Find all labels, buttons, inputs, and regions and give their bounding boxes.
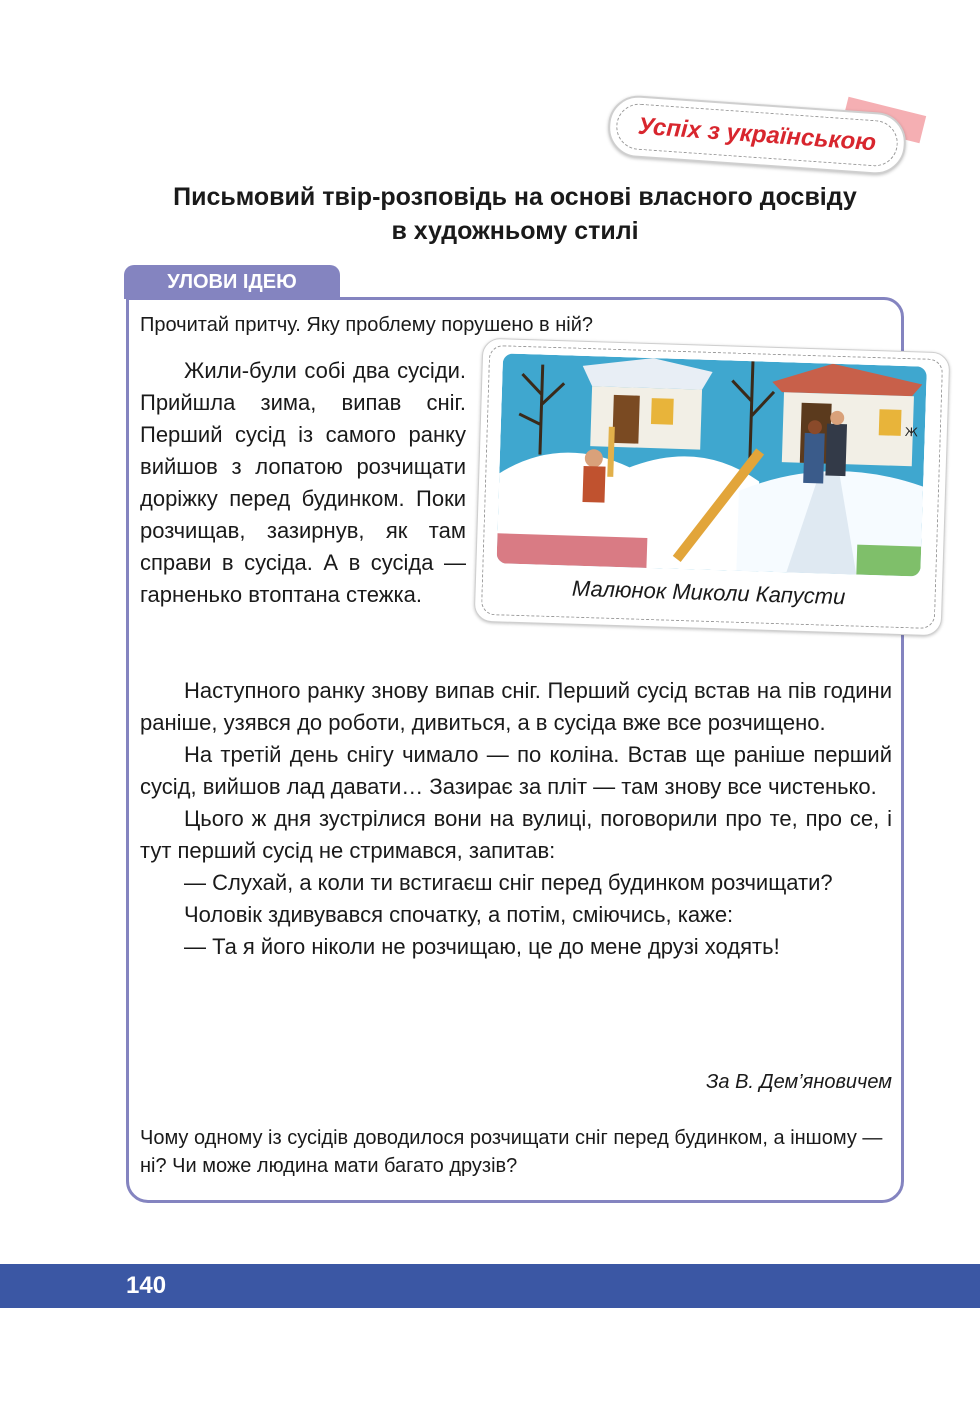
- section-prompt: Прочитай притчу. Яку проблему порушено в ній?: [140, 314, 594, 336]
- page-title: [120, 180, 910, 248]
- illustration-card: [474, 338, 951, 637]
- illustration-caption: Малюнок Миколи Капусти: [571, 575, 846, 610]
- badge-text: Успіх з українською: [637, 112, 877, 157]
- badge-inner: [615, 102, 900, 168]
- story-column-left: [140, 355, 466, 611]
- title-line-1: Письмовий твір-розповідь на основі власного досвіду: [173, 183, 857, 211]
- story-column-main: [140, 675, 892, 963]
- title-line-2: в художньому стилі: [391, 217, 639, 245]
- page-footer: [0, 1264, 980, 1308]
- section-tab: УЛОВИ ІДЕЮ: [124, 265, 340, 299]
- story-paragraph-1: Жили-були собі два сусіди. Прийшла зима, випав сніг. Перший сусід із самого ранку вийшов з лопатою розчищати доріжку перед будинком. Поки розчищав, зазирнув, як там справи в сусіда. А в сусіда — гарненько втоптана стежка.: [140, 358, 466, 607]
- story-paragraph-4: Цього ж дня зустрілися вони на вулиці, поговорили про те, про се, і тут перший сусід не стримався, запитав:: [140, 806, 892, 863]
- story-paragraph-6: Чоловік здивувався спочатку, а потім, сміючись, каже:: [184, 902, 734, 927]
- story-paragraph-2: Наступного ранку знову випав сніг. Перший сусід встав на пів години раніше, узявся до роботи, дивиться, а в сусіда вже все розчищено.: [140, 678, 892, 735]
- story-paragraph-7: — Та я його ніколи не розчищаю, це до мене друзі ходять!: [184, 934, 780, 959]
- story-author: За В. Дем’яновичем: [706, 1071, 892, 1093]
- winter-village-illustration: [496, 353, 926, 576]
- story-paragraph-3: На третій день снігу чимало — по коліна. Встав ще раніше перший сусід, вийшов лад давати… Зазирає за пліт — там знову все чистенько.: [140, 742, 892, 799]
- series-badge: [606, 98, 924, 182]
- page-number: 140: [126, 1272, 167, 1299]
- story-paragraph-5: — Слухай, а коли ти встигаєш сніг перед будинком розчищати?: [184, 870, 833, 895]
- discussion-question: Чому одному із сусідів доводилося розчищати сніг перед будинком, а іншому — ні? Чи може людина мати багато друзів?: [140, 1127, 883, 1177]
- artist-signature: Ж: [904, 425, 918, 440]
